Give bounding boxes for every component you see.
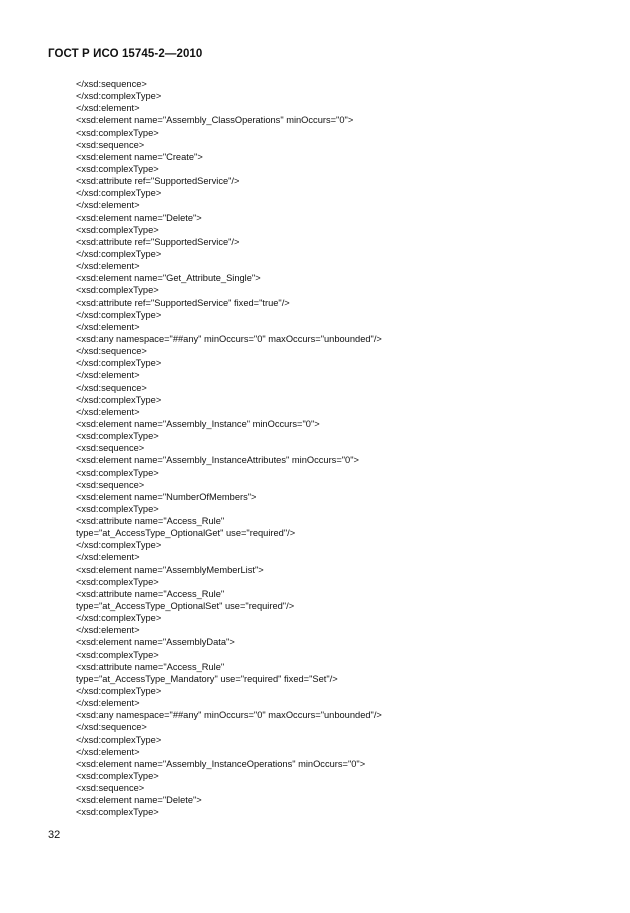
code-line: <xsd:attribute name="Access_Rule" <box>76 588 225 599</box>
page-number: 32 <box>48 829 61 841</box>
code-line: <xsd:complexType> <box>76 163 159 174</box>
code-line: type="at_AccessType_OptionalSet" use="required"/> <box>76 601 295 612</box>
code-line: <xsd:any namespace="##any" minOccurs="0" maxOccurs="unbounded"/> <box>76 710 382 721</box>
code-line: <xsd:sequence> <box>76 443 145 454</box>
code-line: </xsd:complexType> <box>76 613 162 624</box>
code-line: </xsd:element> <box>76 261 140 272</box>
code-line: <xsd:element name="Delete"> <box>76 795 202 806</box>
code-line: </xsd:complexType> <box>76 248 162 259</box>
code-line: <xsd:complexType> <box>76 576 159 587</box>
code-line: <xsd:element name="Get_Attribute_Single"> <box>76 273 261 284</box>
code-line: </xsd:complexType> <box>76 734 162 745</box>
code-line: <xsd:complexType> <box>76 127 159 138</box>
code-line: </xsd:sequence> <box>76 722 147 733</box>
code-line: </xsd:sequence> <box>76 382 147 393</box>
code-line: </xsd:element> <box>76 370 140 381</box>
code-line: </xsd:complexType> <box>76 686 162 697</box>
code-line: </xsd:element> <box>76 552 140 563</box>
code-line: <xsd:attribute name="Access_Rule" <box>76 661 225 672</box>
code-line: <xsd:element name="Assembly_Instance" minOccurs="0"> <box>76 418 320 429</box>
code-line: <xsd:complexType> <box>76 224 159 235</box>
code-line: </xsd:element> <box>76 200 140 211</box>
code-line: <xsd:any namespace="##any" minOccurs="0" maxOccurs="unbounded"/> <box>76 333 382 344</box>
code-line: <xsd:element name="Delete"> <box>76 212 202 223</box>
code-line: <xsd:attribute ref="SupportedService"/> <box>76 176 240 187</box>
code-line: <xsd:sequence> <box>76 139 145 150</box>
code-line: <xsd:element name="Assembly_InstanceOperations" minOccurs="0"> <box>76 758 366 769</box>
code-line: <xsd:complexType> <box>76 807 159 818</box>
code-line: </xsd:element> <box>76 698 140 709</box>
code-line: </xsd:complexType> <box>76 188 162 199</box>
code-line: <xsd:sequence> <box>76 783 145 794</box>
code-line: type="at_AccessType_OptionalGet" use="required"/> <box>76 528 296 539</box>
code-line: </xsd:element> <box>76 746 140 757</box>
code-line: </xsd:complexType> <box>76 358 162 369</box>
code-line: <xsd:attribute ref="SupportedService" fixed="true"/> <box>76 297 290 308</box>
code-line: </xsd:element> <box>76 103 140 114</box>
code-line: </xsd:complexType> <box>76 91 162 102</box>
code-line: </xsd:element> <box>76 406 140 417</box>
code-line: </xsd:complexType> <box>76 309 162 320</box>
xsd-code-listing <box>76 78 596 819</box>
code-line: <xsd:element name="Assembly_ClassOperations" minOccurs="0"> <box>76 115 354 126</box>
page-header-title: ГОСТ Р ИСО 15745-2—2010 <box>48 48 203 60</box>
code-line: </xsd:element> <box>76 321 140 332</box>
code-line: <xsd:element name="Create"> <box>76 151 203 162</box>
code-line: <xsd:attribute ref="SupportedService"/> <box>76 236 240 247</box>
code-line: </xsd:element> <box>76 625 140 636</box>
code-line: <xsd:complexType> <box>76 285 159 296</box>
code-line: <xsd:element name="NumberOfMembers"> <box>76 491 257 502</box>
code-line: <xsd:sequence> <box>76 479 145 490</box>
code-line: <xsd:complexType> <box>76 503 159 514</box>
code-line: <xsd:complexType> <box>76 649 159 660</box>
code-line: </xsd:complexType> <box>76 394 162 405</box>
code-line: type="at_AccessType_Mandatory" use="required" fixed="Set"/> <box>76 673 338 684</box>
code-line: <xsd:attribute name="Access_Rule" <box>76 516 225 527</box>
code-line: </xsd:complexType> <box>76 540 162 551</box>
code-line: </xsd:sequence> <box>76 346 147 357</box>
code-line: <xsd:element name="Assembly_InstanceAttributes" minOccurs="0"> <box>76 455 359 466</box>
code-line: <xsd:element name="AssemblyMemberList"> <box>76 564 264 575</box>
code-line: <xsd:complexType> <box>76 431 159 442</box>
code-line: <xsd:complexType> <box>76 467 159 478</box>
code-line: <xsd:element name="AssemblyData"> <box>76 637 235 648</box>
code-line: </xsd:sequence> <box>76 79 147 89</box>
code-line: <xsd:complexType> <box>76 771 159 782</box>
